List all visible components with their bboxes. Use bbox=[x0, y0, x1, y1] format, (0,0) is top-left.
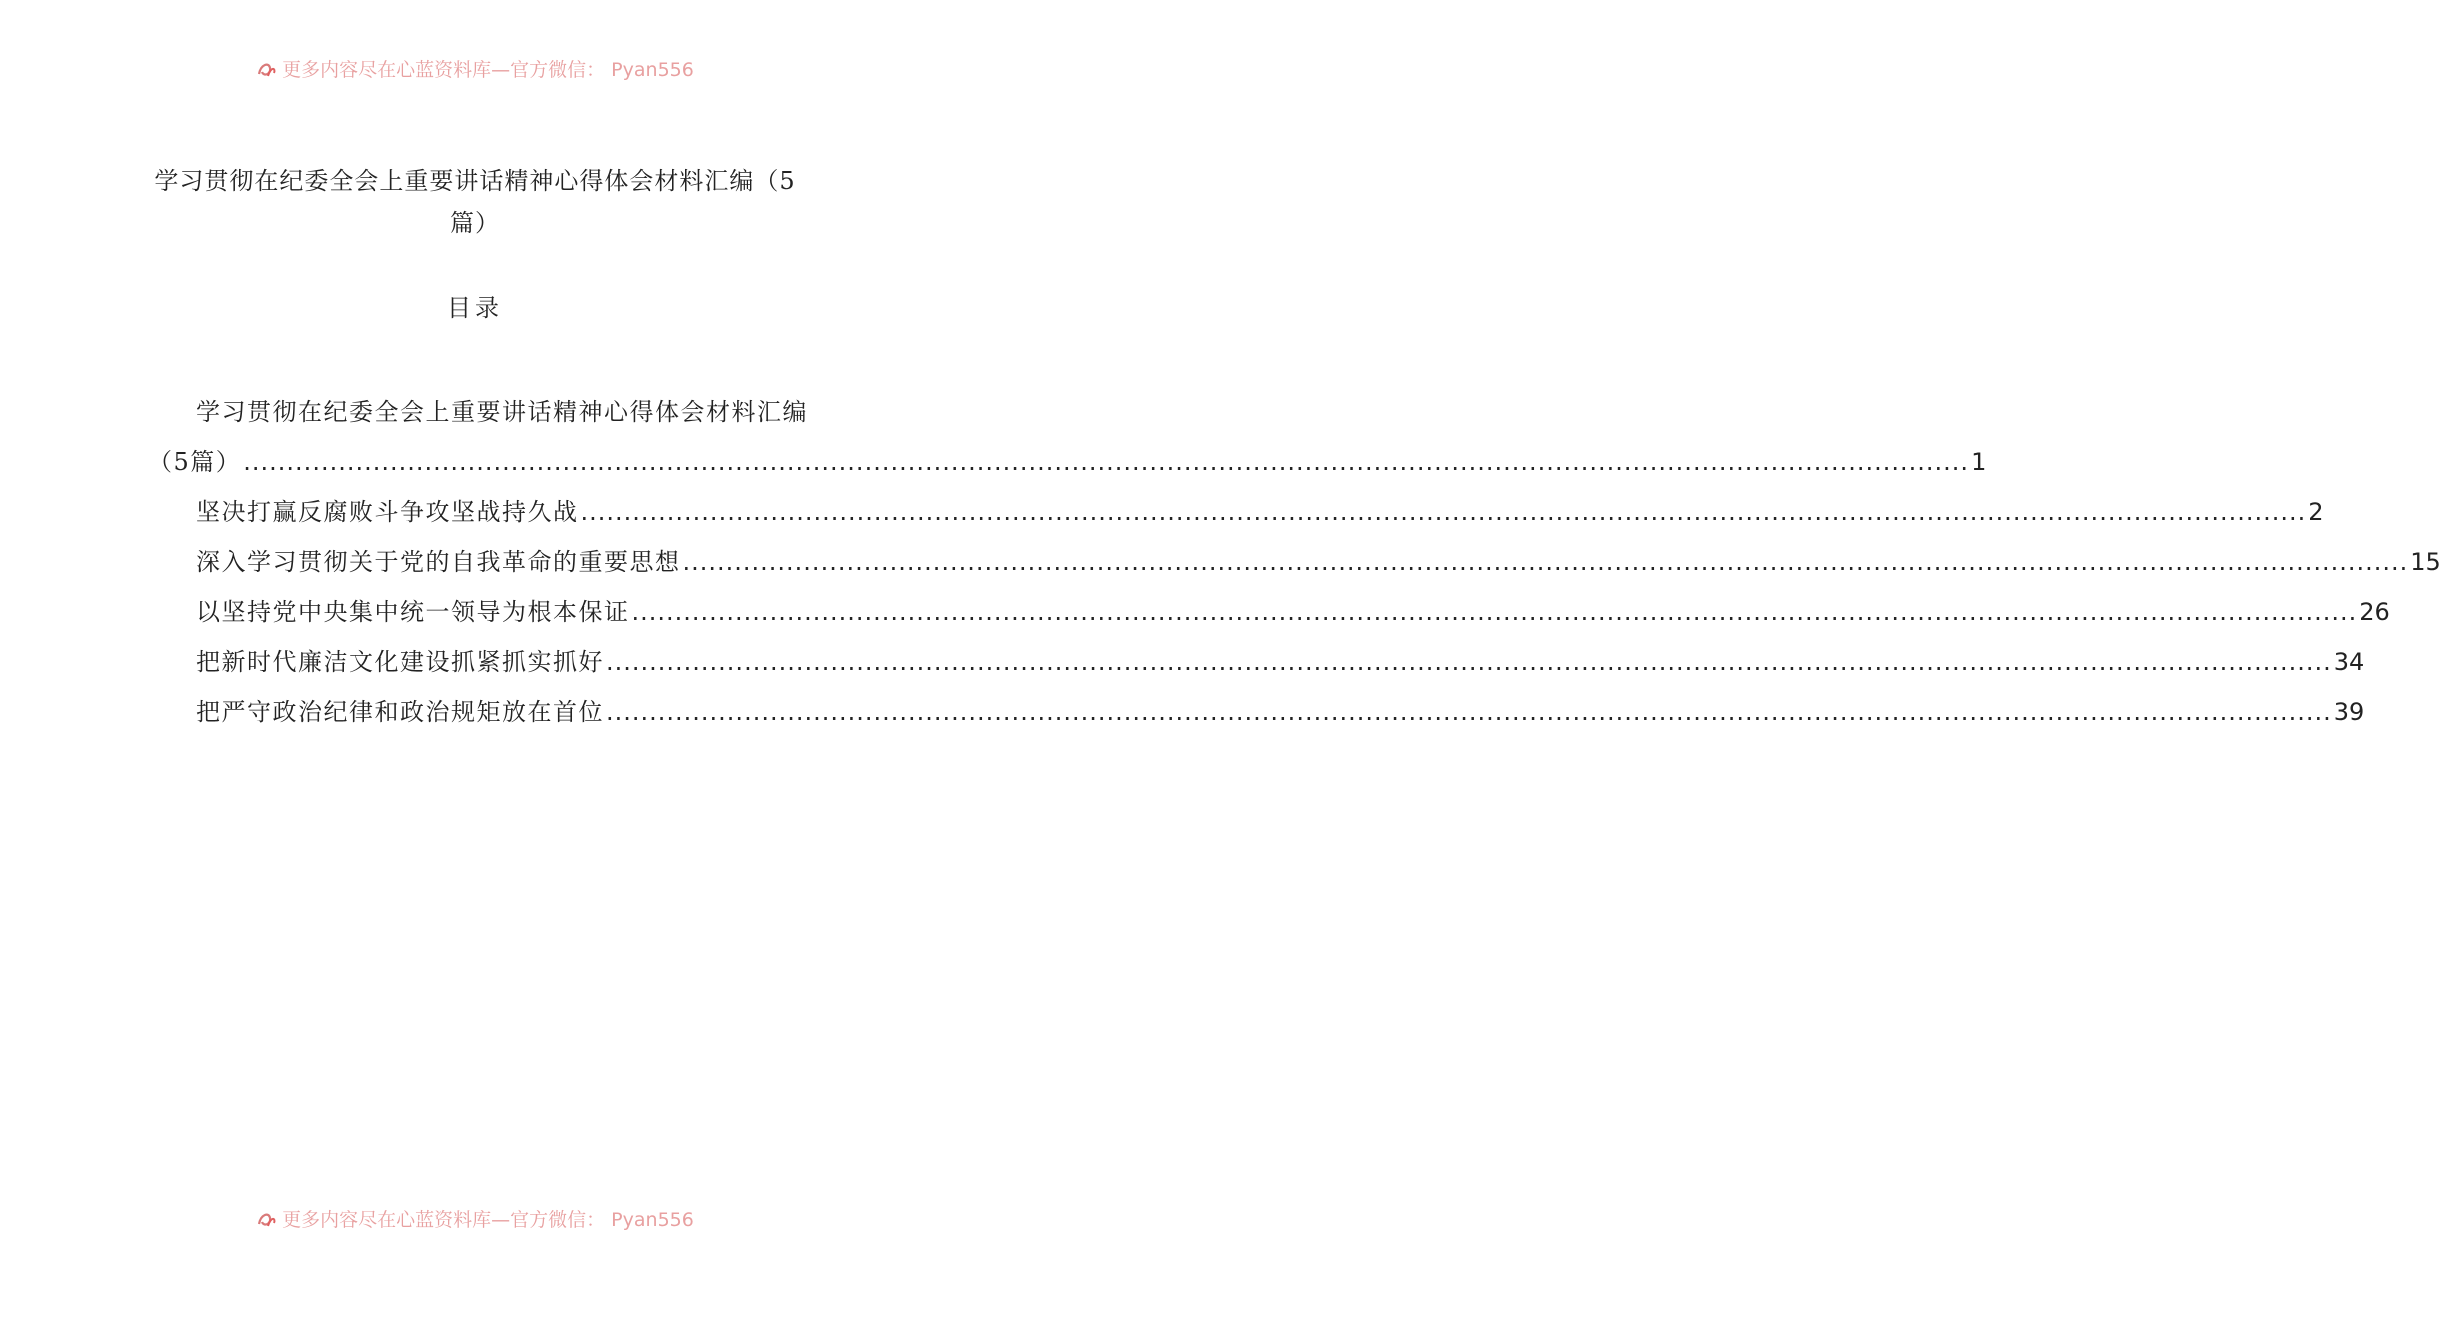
table-of-contents bbox=[148, 390, 2441, 740]
toc-entry-text: 以坚持党中央集中统一领导为根本保证 bbox=[196, 598, 630, 626]
toc-page-number: 34 bbox=[2333, 648, 2365, 676]
toc-entry-text: （5篇） bbox=[148, 448, 242, 476]
toc-entry-text: 深入学习贯彻关于党的自我革命的重要思想 bbox=[196, 548, 681, 576]
toc-dot-leader: ........................................................................................................................................................................................................ bbox=[682, 548, 2409, 576]
toc-entry-text: 坚决打赢反腐败斗争攻坚战持久战 bbox=[196, 498, 579, 526]
footer-watermark bbox=[0, 1208, 950, 1232]
toc-dot-leader: ........................................................................................................................................................................................................ bbox=[606, 648, 2332, 676]
toc-entry-text: 把新时代廉洁文化建设抓紧抓实抓好 bbox=[196, 648, 604, 676]
toc-entry-1-line-1[interactable] bbox=[148, 390, 808, 440]
toc-dot-leader: ........................................................................................................................................................................................................ bbox=[243, 448, 1970, 476]
toc-entry-3[interactable] bbox=[148, 540, 2441, 590]
toc-entry-text: 学习贯彻在纪委全会上重要讲话精神心得体会材料汇编 bbox=[196, 398, 808, 426]
toc-page-number: 39 bbox=[2333, 698, 2365, 726]
toc-dot-leader: ........................................................................................................................................................................................................ bbox=[606, 698, 2332, 726]
document-title: 学习贯彻在纪委全会上重要讲话精神心得体会材料汇编（5篇） bbox=[154, 167, 796, 237]
header-watermark bbox=[0, 58, 950, 82]
toc-dot-leader: ........................................................................................................................................................................................................ bbox=[631, 598, 2358, 626]
toc-entry-6[interactable] bbox=[148, 690, 2365, 740]
toc-page-number: 15 bbox=[2410, 548, 2441, 576]
logo-icon bbox=[256, 1210, 278, 1230]
toc-page-number: 26 bbox=[2359, 598, 2390, 626]
toc-dot-leader: ........................................................................................................................................................................................................ bbox=[580, 498, 2307, 526]
toc-entry-5[interactable] bbox=[148, 640, 2365, 690]
toc-heading: 目录 bbox=[447, 294, 503, 322]
toc-entry-4[interactable] bbox=[148, 590, 2390, 640]
toc-page-number: 1 bbox=[1971, 448, 1987, 476]
footer-watermark-text: 更多内容尽在心蓝资料库—官方微信： Pyan556 bbox=[282, 1209, 694, 1231]
logo-icon bbox=[256, 60, 278, 80]
header-watermark-text: 更多内容尽在心蓝资料库—官方微信： Pyan556 bbox=[282, 59, 694, 81]
toc-page-number: 2 bbox=[2308, 498, 2324, 526]
toc-entry-text: 把严守政治纪律和政治规矩放在首位 bbox=[196, 698, 604, 726]
toc-entry-1-line-2[interactable] bbox=[148, 440, 1987, 490]
toc-entry-2[interactable] bbox=[148, 490, 2324, 540]
